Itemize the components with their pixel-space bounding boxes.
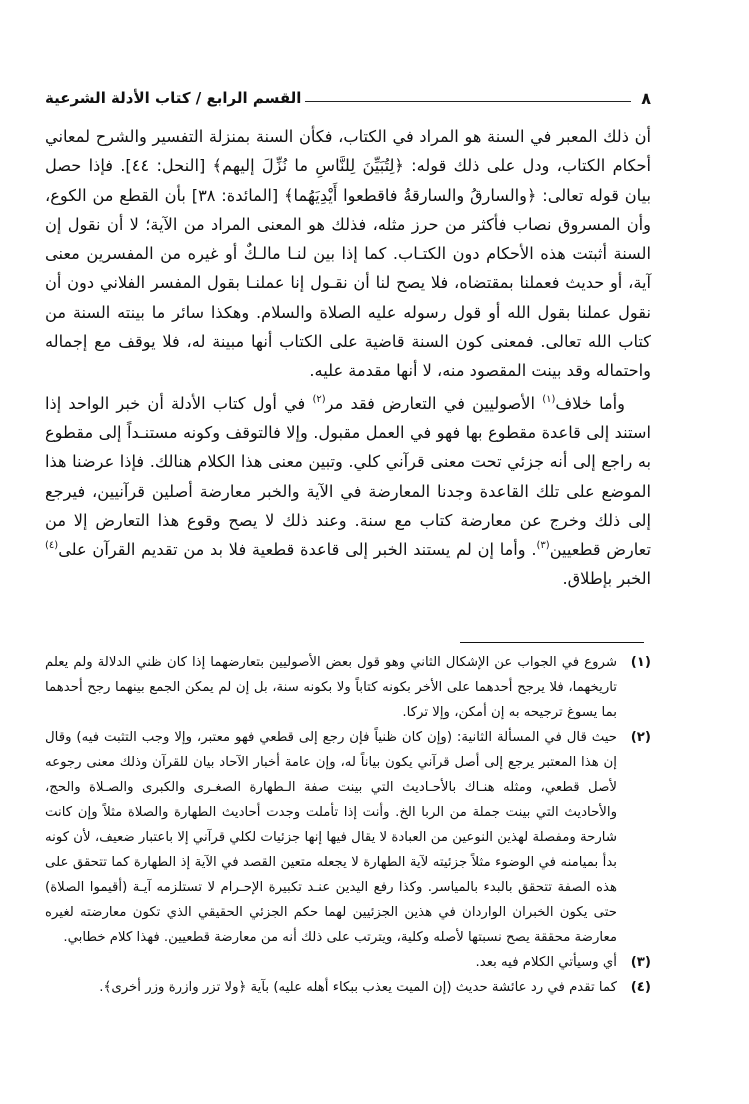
footnote-4 <box>45 975 651 1000</box>
footnotes <box>45 650 651 1000</box>
footnote-2 <box>45 725 651 950</box>
paragraph-2 <box>45 389 651 594</box>
footnote-number: (٤) <box>630 980 651 995</box>
footnote-text: كما تقدم في رد عائشة حديث (إن الميت يعذب ببكاء أهله عليه) بآية ﴿ولا تزر وازرة وزر أخرى﴾. <box>99 980 617 995</box>
footnote-number: (٢) <box>630 730 651 745</box>
footnote-separator <box>460 642 644 643</box>
footnote-ref-4[interactable]: (٤) <box>45 540 59 552</box>
footnote-text: حيث قال في المسألة الثانية: (وإن كان ظنياً فإن رجع إلى قطعي فهو معتبر، وإلا وجب التثبت فيه) وقال إن هذا المعتبر يرجع إلى أصل قرآني يكون بياناً له، وإن عامة أخبار الآحاد بيان للقرآن وذلك معنى رجوعه لأصل قطعي، ومثله هنـاك بالأحـاديث التي بينت صفة الـطهارة الصغـرى والكبرى والصـلاة والحج، والأحاديث التي بينت جملة من الربا الخ. وأنت إذا تأملت وجدت أحاديث الطهارة والصلاة مثلاً وإن كانت شارحة ومفصلة لهذين النوعين من العبادة لا يقال فيها إنها جزئيات لكلي قرآني إلا باعتبار ضعيف، لأن كونه بدأ بميامنه في الوضوء مثلاً جزئيته لآية الطهارة لا يجعله متعين القصد في الآية إذ الطهارة كما تتحقق على هذه الصفة تتحقق بالبدء بالمياسر. وكذا رفع اليدين عنـد تكبيرة الإحـرام لا تستلزمه آيـة (أقيموا الصلاة) حتى يكون الخبران الواردان في هذين الجزئيين لهما حكم الجزئي الحقيقي الذي تكون معارضته لغيره معارضة محققة يصح نسبتها لأصله وكلية، ويترتب على ذلك أنه من معارضة قطعيين. فهذا كلام خطابي. <box>45 730 617 945</box>
page-number: ٨ <box>641 88 651 108</box>
running-header <box>45 86 651 110</box>
footnote-text: شروع في الجواب عن الإشكال الثاني وهو قول بعض الأصوليين بتعارضهما إذا كان ظني الدلالة ولم يعلم تاريخهما، فلا يرجح أحدهما على الأخر بكونه كتاباً ولا بكونه سنة، بل إن لم يمكن الجمع بينهما رجح أحدهما بما يسوغ ترجيحه به إن أمكن، وإلا تركا. <box>45 655 617 720</box>
paragraph-2-part-1: وأما خلاف <box>555 393 625 413</box>
footnote-number: (١) <box>630 655 651 670</box>
footnote-ref-3[interactable]: (٣) <box>536 540 550 552</box>
paragraph-1: أن ذلك المعبر في السنة هو المراد في الكتاب، فكأن السنة بمنزلة التفسير والشرح لمعاني أحكام الكتاب، ودل على ذلك قوله: ﴿لِتُبَيِّنَ لِلنَّاسِ ما نُزِّلَ إليهم﴾ [النحل: ٤٤]. فإذا حصل بيان قوله تعالى: ﴿والسارقُ والسارقةُ فاقطعوا أَيْدِيَهُما﴾ [المائدة: ٣٨] بأن القطع من الكوع، وأن المسروق نصاب فأكثر من حرز مثله، فذلك هو المعنى المراد من الآية؛ لا أن نقول إن السنة أثبتت هذه الأحكام دون الكتـاب. كما إذا بين لنـا مالـكٌ أو غيره من المفسرين معنى آية، أو حديث فعملنا بمقتضاه، فلا يصح لنا أن نقـول إنا عملنـا بقول المفسر الفلاني دون أن نقول عملنا بقول الله أو قول رسوله عليه الصلاة والسلام. وهكذا سائر ما بينته السنة من كتاب الله تعالى. فمعنى كون السنة قاضية على الكتاب أنها مبينة له، فلا يوقف مع إجماله واحتماله وقد بينت المقصود منه، لا أنها مقدمة عليه. <box>45 127 651 381</box>
running-title: القسم الرابع / كتاب الأدلة الشرعية <box>45 89 302 107</box>
main-text <box>45 122 651 594</box>
paragraph-2-part-3: في أول كتاب الأدلة أن خبر الواحد إذا استند إلى قاعدة مقطوع بها فهو في العمل مقبول. وإلا فالتوقف وكونه مستنـداً إلى مقطوع به راجع إلى أنه جزئي تحت معنى قرآني كلي. وتبين معنى هذا الكلام هنالك. فإذا عرضنا هذا الموضع على تلك القاعدة وجدنا المعارضة في الآية والخبر معارضة أصلين قرآنيين، فيرجع إلى ذلك وخرج عن معارضة كتاب مع سنة. وعند ذلك لا يصح وقوع هذا التعارض إلا من تعارض قطعيين <box>45 393 651 560</box>
paragraph-2-part-4: . وأما إن لم يستند الخبر إلى قاعدة قطعية فلا بد من تقديم القرآن على <box>58 540 537 560</box>
footnote-ref-2[interactable]: (٢) <box>312 393 326 405</box>
footnote-text: أي وسيأتي الكلام فيه بعد. <box>475 955 617 970</box>
footnote-3 <box>45 950 651 975</box>
footnote-number: (٣) <box>630 955 651 970</box>
paragraph-2-part-2: الأصوليين في التعارض فقد مر <box>325 393 543 413</box>
paragraph-2-part-5: الخبر بإطلاق. <box>562 569 651 589</box>
footnote-1 <box>45 650 651 725</box>
footnote-ref-1[interactable]: (١) <box>542 393 556 405</box>
header-rule <box>305 101 631 102</box>
